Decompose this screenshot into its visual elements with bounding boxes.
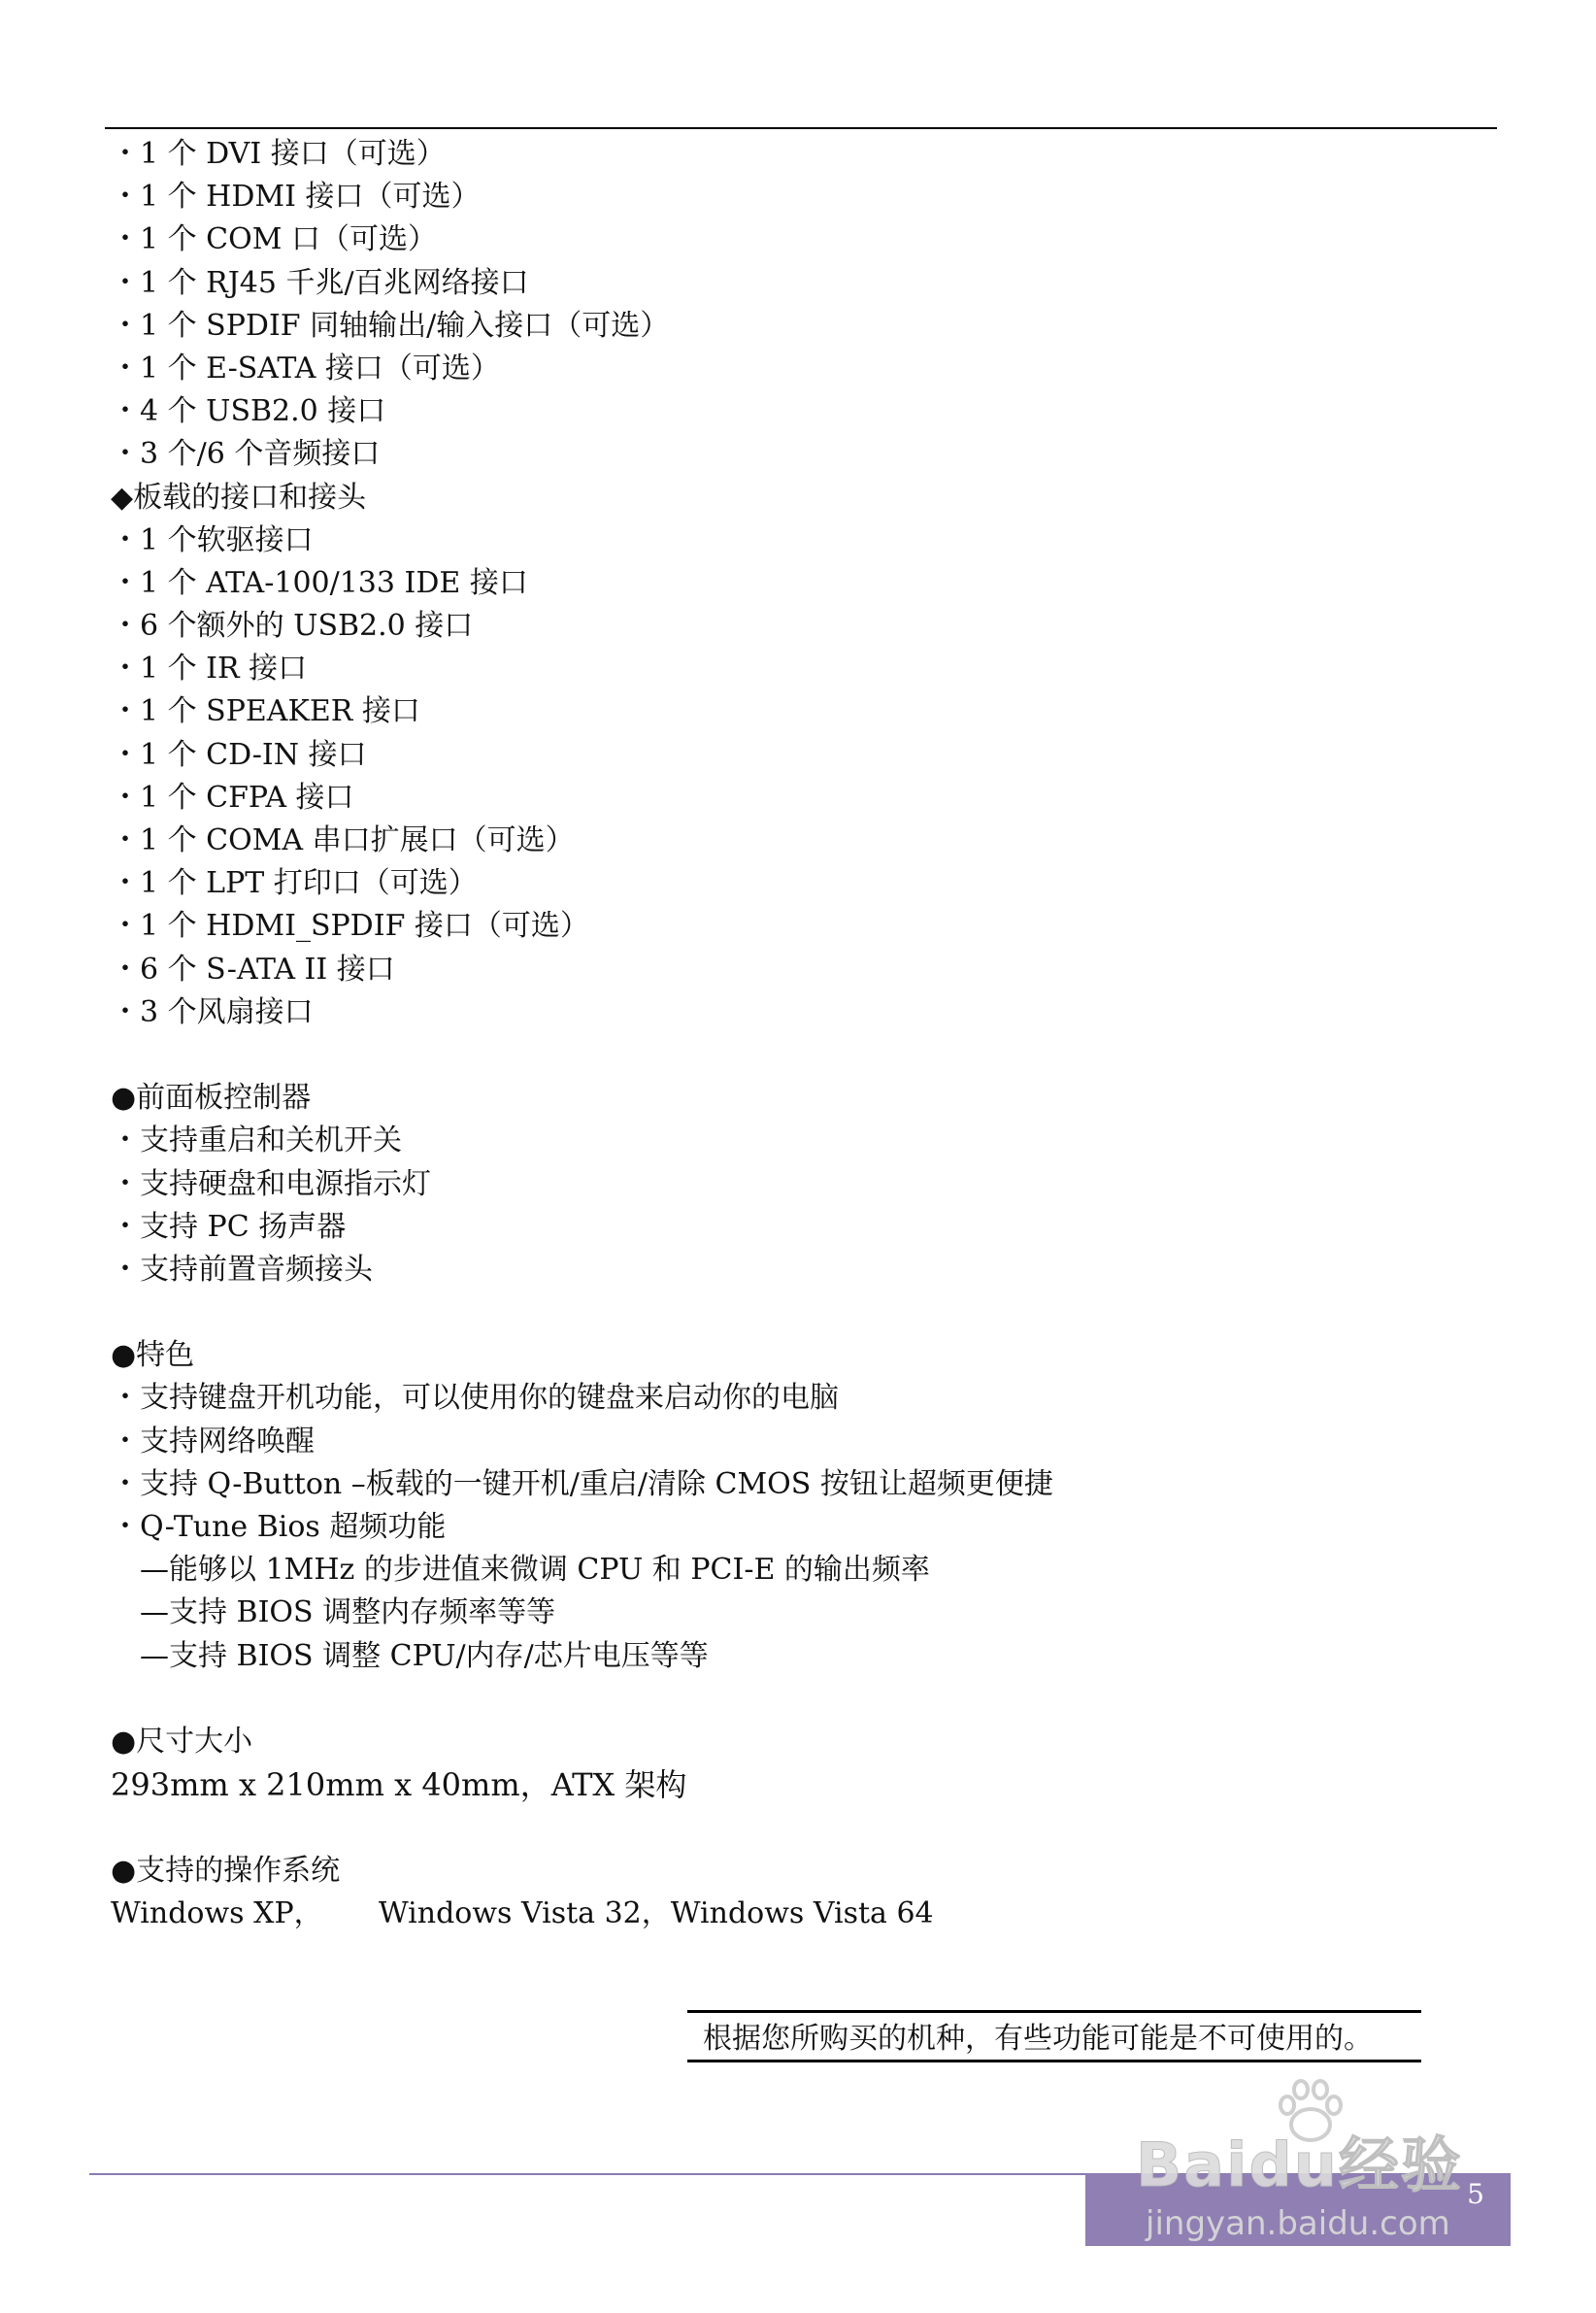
section-heading-onboard: ◆板载的接口和接头 — [111, 480, 367, 515]
availability-note: 根据您所购买的机种，有些功能可能是不可使用的。 — [687, 2010, 1421, 2062]
spec-line: ・1 个 ATA-100/133 IDE 接口 — [111, 565, 528, 600]
spec-line: ・6 个额外的 USB2.0 接口 — [111, 609, 474, 644]
section-heading-size: ●尺寸大小 — [111, 1724, 253, 1759]
spec-subline: —支持 BIOS 调整 CPU/内存/芯片电压等等 — [140, 1638, 709, 1673]
section-heading-front-panel: ●前面板控制器 — [111, 1081, 312, 1116]
spec-line: ・1 个 DVI 接口（可选） — [111, 137, 446, 171]
spec-line: ・支持硬盘和电源指示灯 — [111, 1166, 431, 1201]
spacer — [111, 1678, 1489, 1721]
spacer — [111, 1806, 1489, 1849]
spec-line: ・1 个 CD-IN 接口 — [111, 737, 367, 772]
spec-line: ・1 个 COMA 串口扩展口（可选） — [111, 823, 575, 857]
spec-line: ・6 个 S-ATA II 接口 — [111, 952, 395, 987]
spec-subline: —支持 BIOS 调整内存频率等等 — [140, 1595, 556, 1630]
spec-line: ・1 个软驱接口 — [111, 522, 314, 557]
spec-line: ・支持键盘开机功能，可以使用你的键盘来启动你的电脑 — [111, 1381, 839, 1416]
page-number: 5 — [1467, 2178, 1484, 2210]
baidu-jingyan-watermark — [1136, 2078, 1505, 2253]
spec-line: ・1 个 HDMI 接口（可选） — [111, 180, 481, 215]
section-heading-os: ●支持的操作系统 — [111, 1853, 341, 1888]
spec-subline: —能够以 1MHz 的步进值来微调 CPU 和 PCI-E 的输出频率 — [140, 1553, 930, 1588]
spec-line: ・支持 PC 扬声器 — [111, 1209, 347, 1244]
spec-line: ・4 个 USB2.0 接口 — [111, 394, 386, 429]
spec-line: ・1 个 CFPA 接口 — [111, 780, 354, 815]
spacer — [111, 1291, 1489, 1334]
spec-line: ・支持 Q-Button –板载的一键开机/重启/清除 CMOS 按钮让超频更便捷 — [111, 1466, 1053, 1501]
spec-line: ・1 个 SPDIF 同轴输出/输入接口（可选） — [111, 308, 670, 343]
watermark-url: jingyan.baidu.com — [1146, 2204, 1450, 2243]
spec-line: ・支持前置音频接头 — [111, 1252, 373, 1287]
spec-line: ・1 个 E-SATA 接口（可选） — [111, 351, 500, 386]
supported-os: Windows XP， Windows Vista 32，Windows Vista 64 — [111, 1895, 934, 1930]
spec-line: ・1 个 COM 口（可选） — [111, 222, 437, 257]
spec-line: ・1 个 HDMI_SPDIF 接口（可选） — [111, 909, 589, 944]
watermark-brand: Baidu经验 — [1136, 2129, 1463, 2200]
spec-line: ・1 个 IR 接口 — [111, 652, 308, 687]
spec-line: ・支持重启和关机开关 — [111, 1123, 402, 1158]
header-rule — [105, 127, 1497, 129]
spec-line: ・1 个 RJ45 千兆/百兆网络接口 — [111, 265, 529, 300]
spec-list — [111, 133, 1489, 1935]
spec-line: ・1 个 SPEAKER 接口 — [111, 694, 420, 729]
spacer — [111, 1034, 1489, 1077]
board-dimensions: 293mm x 210mm x 40mm，ATX 架构 — [111, 1766, 687, 1804]
spec-line: ・Q-Tune Bios 超频功能 — [111, 1510, 447, 1544]
spec-line: ・支持网络唤醒 — [111, 1424, 315, 1458]
spec-line: ・3 个风扇接口 — [111, 994, 314, 1029]
spec-line: ・3 个/6 个音频接口 — [111, 437, 381, 472]
spec-line: ・1 个 LPT 打印口（可选） — [111, 866, 478, 901]
section-heading-features: ●特色 — [111, 1338, 195, 1373]
